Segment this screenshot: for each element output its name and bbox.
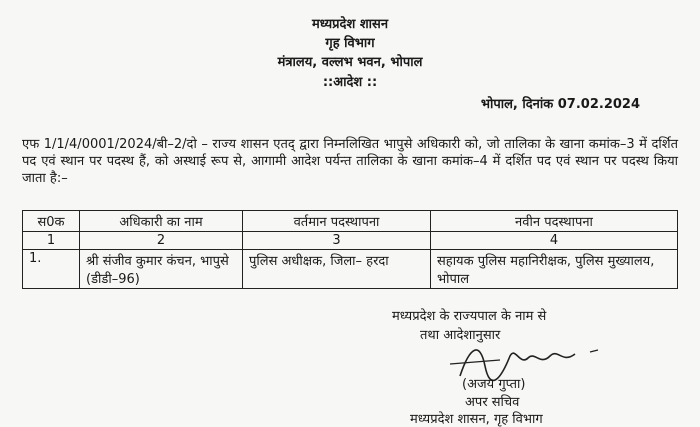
row-new-posting: सहायक पुलिस महानिरीक्षक, पुलिस मुख्यालय, भोपाल — [431, 250, 678, 289]
officer-designation: अपर सचिव — [465, 395, 520, 410]
column-number: 4 — [431, 232, 678, 250]
address-heading: मंत्रालय, वल्लभ भवन, भोपाल — [277, 55, 423, 70]
place-date: भोपाल, दिनांक 07.02.2024 — [480, 97, 640, 112]
header-serial: स0क — [23, 211, 80, 232]
column-number: 1 — [23, 232, 80, 250]
column-number-row — [23, 232, 678, 250]
order-title: ::आदेश :: — [322, 75, 378, 90]
column-number: 2 — [80, 232, 243, 250]
header-current-posting: वर्तमान पदस्थापना — [243, 211, 431, 232]
row-current-posting: पुलिस अधीक्षक, जिला– हरदा — [243, 250, 431, 289]
row-officer-name: श्री संजीव कुमार कंचन, भापुसे (डीडी–96) — [80, 250, 243, 289]
row-serial: 1. — [23, 250, 80, 289]
table-row — [23, 250, 678, 289]
officer-office: मध्यप्रदेश शासन, गृह विभाग — [410, 412, 543, 427]
officer-signature-name: (अजय गुप्ता) — [462, 377, 526, 392]
signature-authority-line: मध्यप्रदेश के राज्यपाल के नाम से — [392, 309, 547, 324]
header-officer-name: अधिकारी का नाम — [80, 211, 243, 232]
column-number: 3 — [243, 232, 431, 250]
government-heading: मध्यप्रदेश शासन — [311, 17, 389, 32]
order-body-text: एफ 1/1/4/0001/2024/बी–2/दो – राज्य शासन एतद् द्वारा निम्नलिखित भापुसे अधिकारी को, जो तालिका के खाना कमांक–3 में दर्शित पद एवं स्थान पर पदस्थ हैं, को अस्थाई रूप से, आगामी आदेश पर्यन्त तालिका के खाना कमांक–4 में दर्शित पद एवं स्थान पर पदस्थ किया जाता है:– — [22, 137, 678, 186]
posting-table — [22, 210, 678, 289]
table-header-row — [23, 211, 678, 232]
signature-order-line: तथा आदेशानुसार — [420, 328, 501, 343]
header-new-posting: नवीन पदस्थापना — [431, 211, 678, 232]
department-heading: गृह विभाग — [325, 36, 375, 51]
